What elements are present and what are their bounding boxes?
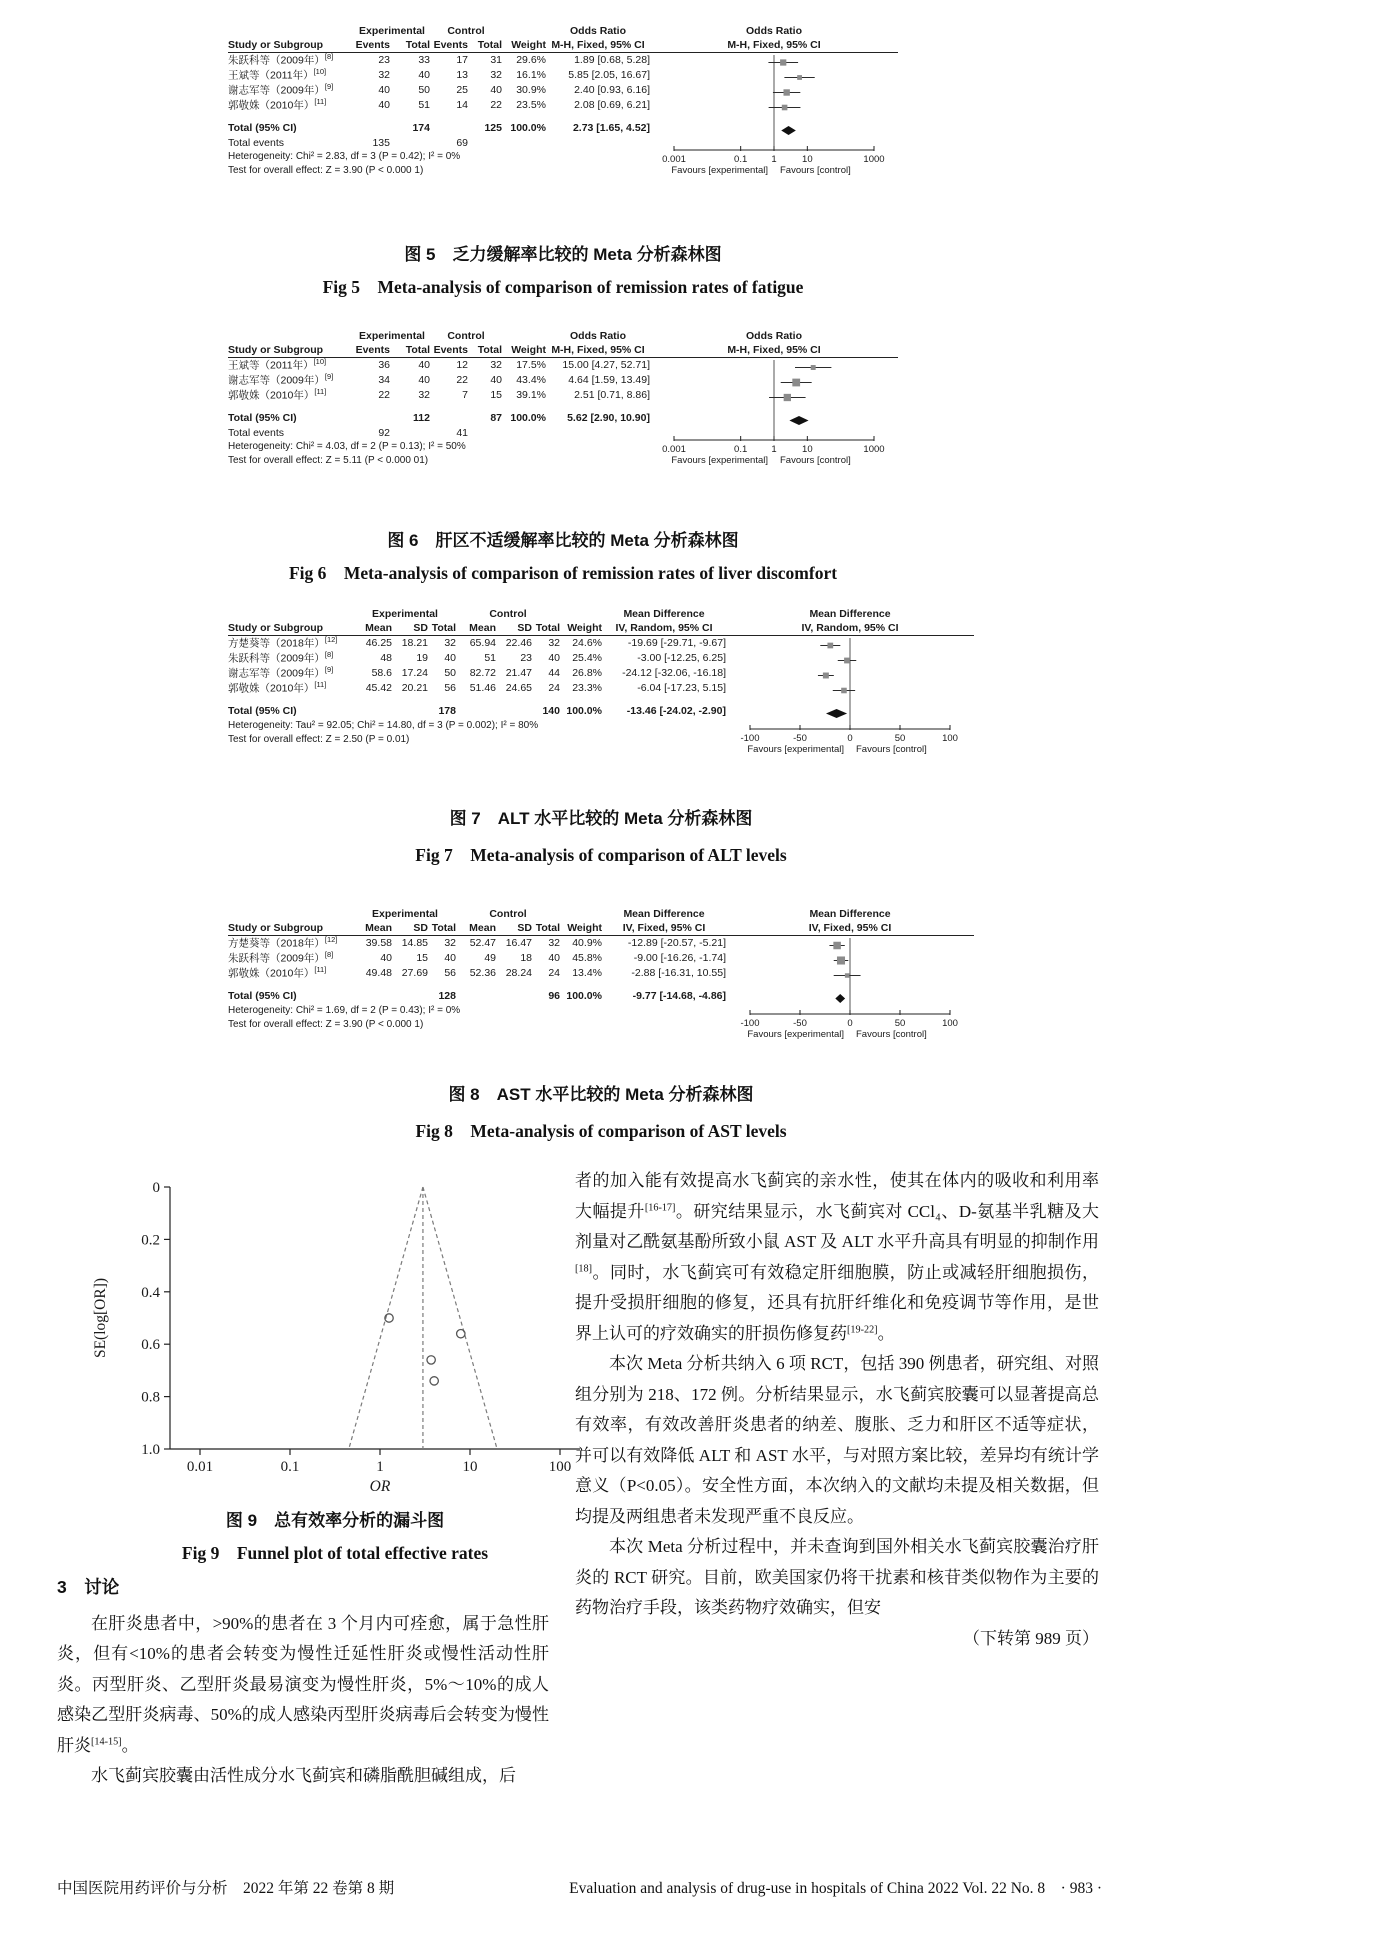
study-value: 25	[456, 84, 468, 96]
funnel-plot	[75, 1162, 595, 1502]
group2-header: Control	[489, 608, 527, 620]
study-value: 40	[444, 652, 456, 664]
study-value: 20.21	[401, 682, 428, 694]
study-value: 22.46	[505, 637, 532, 649]
right-paragraph-2: 本次 Meta 分析共纳入 6 项 RCT，包括 390 例患者，研究组、对照组分别为 218、172 例。分析结果显示，水飞蓟宾胶囊可以显著提高总有效率，有效改善肝炎患者的纳差、腹胀、乏力和肝区不适等症状，并可以有效降低 ALT 和 AST 水平，与对照方案比较，差异均有统计学意义（P<0.05）。安全性方面，本次纳入的文献均未提及相关数据，但均提及两组患者未发现严重不良反应。	[575, 1354, 1099, 1526]
total-label: Total (95% CI)	[228, 122, 297, 134]
continuation-note: （下转第 989 页）	[963, 1628, 1099, 1648]
study-value: 18.21	[401, 637, 428, 649]
right-paragraph-1: 者的加入能有效提高水飞蓟宾的亲水性，使其在体内的吸收和利用率大幅提升[16-17]。研究结果显示，水飞蓟宾对 CCl₄、D-氨基半乳糖及大剂量对乙酰氨基酚所致小鼠 AST 及 ALT 水平升高具有明显的抑制作用[18]。同时，水飞蓟宾可有效稳定肝细胞膜，防止或减轻肝细胞损伤，提升受损肝细胞的修复，还具有抗肝纤维化和免疫调节等作用，是世界上认可的疗效确实的肝损伤修复药[19-22]。	[575, 1171, 1100, 1343]
study-ref: [8]	[324, 51, 334, 61]
study-value: 7	[462, 389, 468, 401]
svg-text:0.6: 0.6	[141, 1337, 160, 1354]
study-value: 40	[548, 652, 560, 664]
svg-text:Favours [control]: Favours [control]	[856, 1029, 927, 1040]
study-ci: -3.00 [-12.25, 6.25]	[637, 652, 726, 664]
study-value: 24	[548, 967, 560, 979]
footer-journal-zh: 中国医院用药评价与分析 2022 年第 22 卷第 8 期	[57, 1880, 395, 1897]
study-value: 13	[456, 69, 468, 81]
svg-text:Favours [control]: Favours [control]	[780, 455, 851, 466]
total-events-label: Total events	[228, 137, 285, 149]
effect-title: Odds Ratio	[569, 25, 626, 37]
effect-title: Mean Difference	[623, 608, 705, 620]
study-value: 49.48	[365, 967, 392, 979]
total-n1: 178	[438, 705, 456, 717]
study-value: 14	[456, 99, 468, 111]
svg-text:-100: -100	[740, 733, 760, 744]
col-header: Weight	[511, 39, 546, 51]
effect-sub-header: M-H, Fixed, 95% CI	[551, 39, 645, 51]
study-value: 19	[416, 652, 428, 664]
forest-plot-liver-discomfort	[228, 330, 898, 468]
overall-effect-note: Test for overall effect: Z = 2.50 (P = 0.01)	[228, 734, 410, 745]
study-ci: 15.00 [4.27, 52.71]	[562, 359, 650, 371]
study-label: 朱跃科等（2009年）[8]	[228, 649, 334, 664]
study-value: 51	[418, 99, 430, 111]
study-label: 方楚葵等（2018年）[12]	[228, 934, 338, 949]
svg-text:0.01: 0.01	[186, 1459, 214, 1475]
svg-text:-50: -50	[793, 1018, 807, 1029]
group1-header: Experimental	[359, 330, 425, 342]
svg-text:50: 50	[894, 733, 906, 744]
study-ci: 5.85 [2.05, 16.67]	[568, 69, 650, 81]
col-header: Total	[431, 622, 456, 634]
study-ci: -9.00 [-16.26, -1.74]	[633, 952, 726, 964]
study-value: 23.5%	[516, 99, 546, 111]
footer-journal-en: Evaluation and analysis of drug-use in hospitals of China 2022 Vol. 22 No. 8 · 983 ·	[569, 1880, 1102, 1897]
svg-text:0.8: 0.8	[141, 1389, 160, 1406]
study-value: 40	[378, 84, 390, 96]
study-value: 51	[484, 652, 496, 664]
study-ref: [10]	[313, 66, 327, 76]
study-label: 方楚葵等（2018年）[12]	[228, 634, 338, 649]
total-n1: 174	[412, 122, 430, 134]
plot-effect-title: Odds Ratio	[745, 25, 802, 37]
total-n1: 112	[413, 412, 430, 424]
fig8-caption-en: Fig 8 Meta-analysis of comparison of AST levels	[415, 1121, 787, 1141]
study-value: 16.47	[505, 937, 532, 949]
total-events-2: 41	[456, 427, 468, 439]
study-col-header: Study or Subgroup	[228, 922, 324, 934]
study-value: 29.6%	[516, 54, 546, 66]
study-ref: [11]	[314, 96, 327, 106]
fig6-caption-zh: 图 6 肝区不适缓解率比较的 Meta 分析森林图	[387, 531, 739, 550]
study-value: 24	[548, 682, 560, 694]
total-ci: 5.62 [2.90, 10.90]	[567, 412, 650, 424]
col-header: SD	[517, 622, 532, 634]
svg-text:100: 100	[942, 1018, 958, 1029]
study-value: 52.47	[469, 937, 496, 949]
forest-group-header	[228, 608, 974, 621]
study-value: 40	[418, 69, 430, 81]
svg-text:1: 1	[376, 1459, 384, 1475]
forest-graph	[650, 360, 898, 468]
heterogeneity-note: Heterogeneity: Tau² = 92.05; Chi² = 14.80, df = 3 (P = 0.002); I² = 80%	[228, 720, 539, 731]
col-header: Total	[405, 344, 430, 356]
study-value: 17	[456, 54, 468, 66]
study-ci: -12.89 [-20.57, -5.21]	[627, 937, 726, 949]
study-value: 25.4%	[572, 652, 602, 664]
study-ci: 2.51 [0.71, 8.86]	[574, 389, 650, 401]
svg-text:0.1: 0.1	[280, 1459, 300, 1475]
study-value: 22	[378, 389, 390, 401]
study-label: 谢志军等（2009年）[9]	[228, 664, 334, 679]
study-value: 40	[490, 84, 502, 96]
study-value: 33	[418, 54, 430, 66]
svg-text:0: 0	[847, 1018, 853, 1029]
effect-title: Mean Difference	[623, 908, 705, 920]
study-value: 40	[418, 359, 430, 371]
study-label: 郭敬姝（2010年）[11]	[228, 964, 327, 979]
total-n2: 125	[484, 122, 502, 134]
study-label: 谢志军等（2009年）[9]	[228, 371, 334, 386]
study-value: 22	[456, 374, 468, 386]
forest-group-header	[228, 330, 898, 343]
study-value: 17.24	[401, 667, 428, 679]
effect-title: Odds Ratio	[569, 330, 626, 342]
study-ref: [9]	[324, 81, 334, 91]
study-value: 45.8%	[572, 952, 602, 964]
col-header: Events	[355, 344, 390, 356]
forest-plot-alt	[228, 608, 974, 757]
study-ci: 2.08 [0.69, 6.21]	[574, 99, 650, 111]
svg-text:-50: -50	[793, 733, 807, 744]
study-value: 40	[380, 952, 392, 964]
overall-effect-note: Test for overall effect: Z = 3.90 (P < 0.000 1)	[228, 165, 424, 176]
col-header: SD	[413, 922, 428, 934]
study-value: 40	[490, 374, 502, 386]
study-value: 36	[378, 359, 390, 371]
study-label: 朱跃科等（2009年）[8]	[228, 949, 334, 964]
col-header: Events	[355, 39, 390, 51]
study-value: 15	[416, 952, 428, 964]
col-header: Mean	[469, 622, 496, 634]
total-events-1: 92	[378, 427, 390, 439]
study-value: 24.6%	[572, 637, 602, 649]
total-n2: 140	[542, 705, 560, 717]
study-value: 58.6	[371, 667, 392, 679]
study-value: 15	[490, 389, 502, 401]
col-header: Weight	[567, 922, 602, 934]
col-header: Weight	[567, 622, 602, 634]
total-weight: 100.0%	[510, 412, 546, 424]
plot-effect-sub: IV, Random, 95% CI	[801, 622, 899, 634]
study-value: 16.1%	[516, 69, 546, 81]
total-weight: 100.0%	[566, 990, 602, 1002]
svg-text:Favours [control]: Favours [control]	[856, 744, 927, 755]
fig7-caption-zh: 图 7 ALT 水平比较的 Meta 分析森林图	[449, 809, 753, 828]
svg-text:1.0: 1.0	[141, 1442, 160, 1458]
study-ref: [8]	[324, 949, 334, 959]
group2-header: Control	[447, 25, 485, 37]
study-value: 45.42	[365, 682, 392, 694]
study-label: 郭敬姝（2010年）[11]	[228, 96, 327, 111]
study-ref: [10]	[313, 356, 327, 366]
right-paragraph-3: 本次 Meta 分析过程中，并未查询到国外相关水飞蓟宾胶囊治疗肝炎的 RCT 研究。目前，欧美国家仍将干扰素和核苷类似物作为主要的药物治疗手段，该类药物疗效确实，但安	[575, 1537, 1099, 1617]
study-value: 26.8%	[572, 667, 602, 679]
study-ci: 2.40 [0.93, 6.16]	[574, 84, 650, 96]
study-value: 28.24	[505, 967, 532, 979]
total-n2: 87	[490, 412, 502, 424]
plot-effect-sub: IV, Fixed, 95% CI	[808, 922, 892, 934]
study-col-header: Study or Subgroup	[228, 344, 324, 356]
total-events-1: 135	[372, 137, 390, 149]
study-col-header: Study or Subgroup	[228, 39, 324, 51]
svg-text:1000: 1000	[863, 444, 885, 455]
svg-text:0.001: 0.001	[662, 154, 686, 165]
forest-graph	[726, 638, 974, 757]
svg-text:1: 1	[771, 154, 777, 165]
study-value: 40	[418, 374, 430, 386]
discussion-paragraph-1: 在肝炎患者中，>90%的患者在 3 个月内可痊愈，属于急性肝炎，但有<10%的患者会转变为慢性迁延性肝炎或慢性活动性肝炎。丙型肝炎、乙型肝炎最易演变为慢性肝炎，5%～10%的成人感染乙型肝炎病毒、50%的成人感染丙型肝炎病毒后会转变为慢性肝炎[14-15]。	[57, 1613, 549, 1755]
study-value: 40	[444, 952, 456, 964]
study-ci: 1.89 [0.68, 5.28]	[574, 54, 650, 66]
svg-text:-100: -100	[740, 1018, 760, 1029]
svg-text:10: 10	[802, 444, 813, 455]
total-n2: 96	[548, 990, 560, 1002]
overall-effect-note: Test for overall effect: Z = 3.90 (P < 0.000 1)	[228, 1019, 424, 1030]
study-value: 27.69	[401, 967, 428, 979]
study-value: 48	[380, 652, 392, 664]
study-ci: -19.69 [-29.71, -9.67]	[627, 637, 726, 649]
study-value: 65.94	[469, 637, 496, 649]
plot-effect-title: Odds Ratio	[745, 330, 802, 342]
total-weight: 100.0%	[566, 705, 602, 717]
total-weight: 100.0%	[510, 122, 546, 134]
study-ref: [9]	[324, 371, 334, 381]
svg-text:SE(log[OR]): SE(log[OR])	[92, 1277, 109, 1359]
plot-effect-sub: M-H, Fixed, 95% CI	[727, 344, 821, 356]
svg-text:1000: 1000	[863, 154, 885, 165]
svg-text:0.4: 0.4	[141, 1284, 160, 1301]
study-value: 43.4%	[516, 374, 546, 386]
study-value: 32	[444, 637, 456, 649]
study-value: 40	[378, 99, 390, 111]
study-value: 40	[548, 952, 560, 964]
overall-effect-note: Test for overall effect: Z = 5.11 (P < 0.000 01)	[228, 455, 429, 466]
study-ref: [12]	[324, 934, 338, 944]
study-value: 18	[520, 952, 532, 964]
total-events-2: 69	[456, 137, 468, 149]
svg-text:0.001: 0.001	[662, 444, 686, 455]
col-header: Mean	[365, 622, 392, 634]
study-label: 王斌等（2011年）[10]	[228, 356, 327, 371]
heterogeneity-note: Heterogeneity: Chi² = 1.69, df = 2 (P = 0.43); I² = 0%	[228, 1005, 461, 1016]
study-value: 22	[490, 99, 502, 111]
col-header: Events	[433, 39, 468, 51]
effect-sub-header: M-H, Fixed, 95% CI	[551, 344, 645, 356]
fig5-caption-en: Fig 5 Meta-analysis of comparison of remission rates of fatigue	[322, 277, 804, 297]
total-ci: 2.73 [1.65, 4.52]	[572, 122, 650, 134]
group2-header: Control	[489, 908, 527, 920]
total-n1: 128	[438, 990, 456, 1002]
fig6-caption-en: Fig 6 Meta-analysis of comparison of remission rates of liver discomfort	[288, 563, 838, 583]
total-label: Total (95% CI)	[228, 412, 297, 424]
svg-text:OR: OR	[369, 1478, 391, 1495]
study-value: 32	[444, 937, 456, 949]
study-value: 21.47	[505, 667, 532, 679]
group1-header: Experimental	[359, 25, 425, 37]
svg-text:10: 10	[802, 154, 813, 165]
study-label: 谢志军等（2009年）[9]	[228, 81, 334, 96]
study-value: 24.65	[505, 682, 532, 694]
svg-text:1: 1	[771, 444, 777, 455]
effect-sub-header: IV, Fixed, 95% CI	[622, 922, 706, 934]
col-header: Events	[433, 344, 468, 356]
group1-header: Experimental	[372, 608, 438, 620]
study-ci: -6.04 [-17.23, 5.15]	[637, 682, 726, 694]
funnel-plot-graph	[75, 1162, 595, 1502]
study-value: 12	[456, 359, 468, 371]
forest-plot-fatigue	[228, 25, 898, 178]
study-value: 31	[490, 54, 502, 66]
study-label: 郭敬姝（2010年）[11]	[228, 386, 327, 401]
study-label: 朱跃科等（2009年）[8]	[228, 51, 334, 66]
study-value: 32	[548, 937, 560, 949]
svg-text:10: 10	[462, 1459, 478, 1475]
col-header: SD	[517, 922, 532, 934]
study-value: 46.25	[365, 637, 392, 649]
study-value: 17.5%	[516, 359, 546, 371]
total-label: Total (95% CI)	[228, 705, 297, 717]
forest-graph	[726, 938, 974, 1042]
study-value: 82.72	[469, 667, 496, 679]
forest-graph	[650, 55, 898, 178]
study-value: 56	[444, 967, 456, 979]
study-value: 49	[484, 952, 496, 964]
study-value: 32	[418, 389, 430, 401]
total-ci: -9.77 [-14.68, -4.86]	[632, 990, 726, 1002]
svg-text:0.1: 0.1	[734, 444, 748, 455]
svg-text:0: 0	[152, 1180, 160, 1196]
study-value: 50	[444, 667, 456, 679]
svg-text:100: 100	[548, 1459, 572, 1475]
total-ci: -13.46 [-24.02, -2.90]	[626, 705, 726, 717]
study-ci: 4.64 [1.59, 13.49]	[568, 374, 650, 386]
right-text-column	[575, 1166, 1099, 1654]
study-ref: [8]	[324, 649, 334, 659]
heterogeneity-note: Heterogeneity: Chi² = 4.03, df = 2 (P = 0.13); I² = 50%	[228, 441, 466, 452]
total-label: Total (95% CI)	[228, 990, 297, 1002]
svg-text:Favours [experimental]: Favours [experimental]	[747, 744, 844, 755]
fig9-caption-zh: 图 9 总有效率分析的漏斗图	[225, 1511, 445, 1530]
forest-group-header	[228, 25, 898, 38]
study-col-header: Study or Subgroup	[228, 622, 324, 634]
study-value: 32	[548, 637, 560, 649]
col-header: Mean	[469, 922, 496, 934]
svg-text:0.2: 0.2	[141, 1232, 160, 1249]
study-value: 56	[444, 682, 456, 694]
study-label: 郭敬姝（2010年）[11]	[228, 679, 327, 694]
study-value: 40.9%	[572, 937, 602, 949]
study-ref: [11]	[314, 679, 327, 689]
plot-effect-sub: M-H, Fixed, 95% CI	[727, 39, 821, 51]
study-value: 52.36	[469, 967, 496, 979]
fig5-caption-zh: 图 5 乏力缓解率比较的 Meta 分析森林图	[404, 245, 722, 264]
study-value: 32	[490, 359, 502, 371]
study-value: 32	[490, 69, 502, 81]
study-value: 51.46	[469, 682, 496, 694]
svg-text:Favours [experimental]: Favours [experimental]	[671, 455, 768, 466]
study-ref: [12]	[324, 634, 338, 644]
col-header: Total	[535, 922, 560, 934]
col-header: Weight	[511, 344, 546, 356]
svg-text:Favours [control]: Favours [control]	[780, 165, 851, 176]
col-header: Total	[431, 922, 456, 934]
study-value: 13.4%	[572, 967, 602, 979]
discussion-column	[57, 1572, 549, 1792]
plot-effect-title: Mean Difference	[809, 608, 891, 620]
heterogeneity-note: Heterogeneity: Chi² = 2.83, df = 3 (P = 0.42); I² = 0%	[228, 151, 461, 162]
col-header: Total	[535, 622, 560, 634]
svg-text:Favours [experimental]: Favours [experimental]	[671, 165, 768, 176]
study-ref: [11]	[314, 386, 327, 396]
study-ref: [9]	[324, 664, 334, 674]
study-value: 44	[548, 667, 560, 679]
study-value: 23	[378, 54, 390, 66]
fig9-caption-en: Fig 9 Funnel plot of total effective rates	[181, 1543, 489, 1563]
page-footer	[57, 1876, 1102, 1898]
fig8-caption-zh: 图 8 AST 水平比较的 Meta 分析森林图	[448, 1085, 754, 1104]
total-events-label: Total events	[228, 427, 285, 439]
col-header: Total	[477, 39, 502, 51]
section-heading-discussion: 3 讨论	[57, 1577, 120, 1597]
study-value: 14.85	[401, 937, 428, 949]
study-value: 34	[378, 374, 390, 386]
col-header: SD	[413, 622, 428, 634]
study-value: 32	[378, 69, 390, 81]
study-value: 23.3%	[572, 682, 602, 694]
study-value: 50	[418, 84, 430, 96]
col-header: Mean	[365, 922, 392, 934]
group2-header: Control	[447, 330, 485, 342]
forest-group-header	[228, 908, 974, 921]
svg-text:100: 100	[942, 733, 958, 744]
col-header: Total	[405, 39, 430, 51]
study-value: 30.9%	[516, 84, 546, 96]
svg-text:0.1: 0.1	[734, 154, 748, 165]
study-value: 39.1%	[516, 389, 546, 401]
forest-plot-ast	[228, 908, 974, 1042]
discussion-paragraph-2: 水飞蓟宾胶囊由活性成分水飞蓟宾和磷脂酰胆碱组成，后	[91, 1766, 516, 1785]
fig7-caption-en: Fig 7 Meta-analysis of comparison of ALT levels	[415, 845, 787, 865]
study-ref: [11]	[314, 964, 327, 974]
effect-sub-header: IV, Random, 95% CI	[615, 622, 713, 634]
study-ci: -2.88 [-16.31, 10.55]	[631, 967, 726, 979]
study-value: 39.58	[365, 937, 392, 949]
study-value: 23	[520, 652, 532, 664]
col-header: Total	[477, 344, 502, 356]
svg-text:Favours [experimental]: Favours [experimental]	[747, 1029, 844, 1040]
plot-effect-title: Mean Difference	[809, 908, 891, 920]
svg-text:50: 50	[894, 1018, 906, 1029]
study-ci: -24.12 [-32.06, -16.18]	[622, 667, 726, 679]
study-label: 王斌等（2011年）[10]	[228, 66, 327, 81]
svg-text:0: 0	[847, 733, 853, 744]
group1-header: Experimental	[372, 908, 438, 920]
